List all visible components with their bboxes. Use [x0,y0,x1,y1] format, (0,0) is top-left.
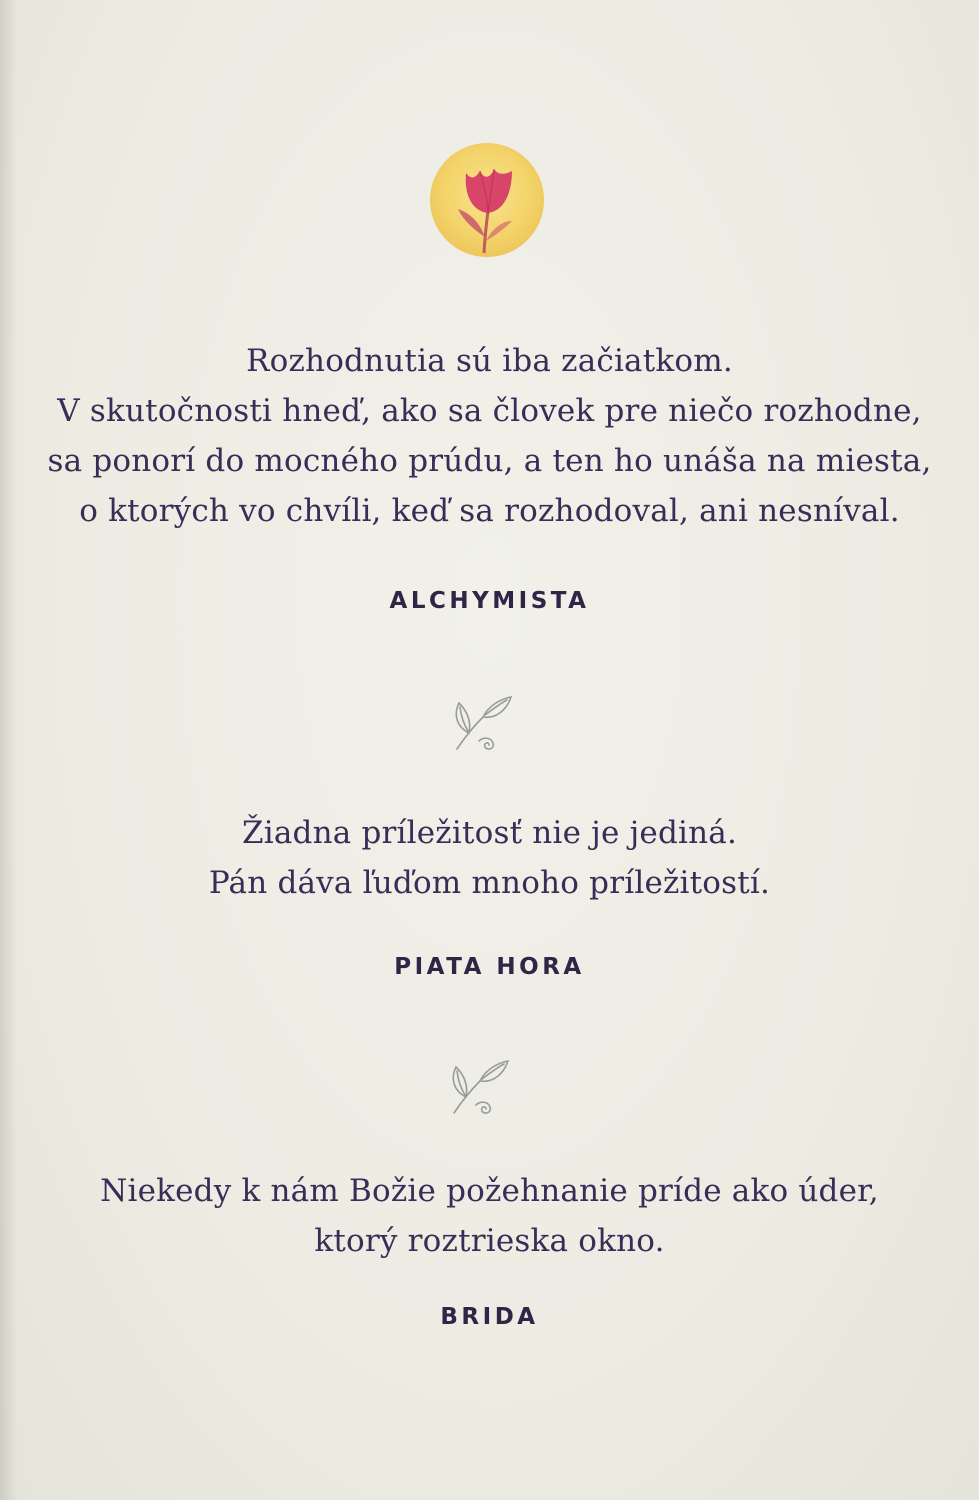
spine-shadow [0,0,18,1500]
quote-alchymista [0,336,979,536]
quote-line: ktorý roztrieska okno. [314,1223,665,1259]
quote-source: BRIDA [440,1304,539,1330]
quote-source: ALCHYMISTA [389,588,590,614]
tulip-flower-icon [428,141,546,259]
quote-line: V skutočnosti hneď, ako sa človek pre niečo rozhodne, [57,393,922,429]
quote-source: PIATA HORA [394,954,585,980]
quote-line: Pán dáva ľuďom mnoho príležitostí. [208,865,771,901]
quote-piata-hora [0,808,979,908]
quote-brida [0,1166,979,1266]
quote-line: Rozhodnutia sú iba začiatkom. [246,343,733,379]
quote-line: o ktorých vo chvíli, keď sa rozhodoval, ani nesníval. [79,493,900,529]
quote-line: Žiadna príležitosť nie je jediná. [241,815,738,851]
leaf-sprig-icon [446,1057,510,1117]
quote-line: sa ponorí do mocného prúdu, a ten ho unáša na miesta, [47,443,932,479]
quote-line: Niekedy k nám Božie požehnanie príde ako úder, [100,1173,879,1209]
leaf-sprig-icon [449,693,513,753]
